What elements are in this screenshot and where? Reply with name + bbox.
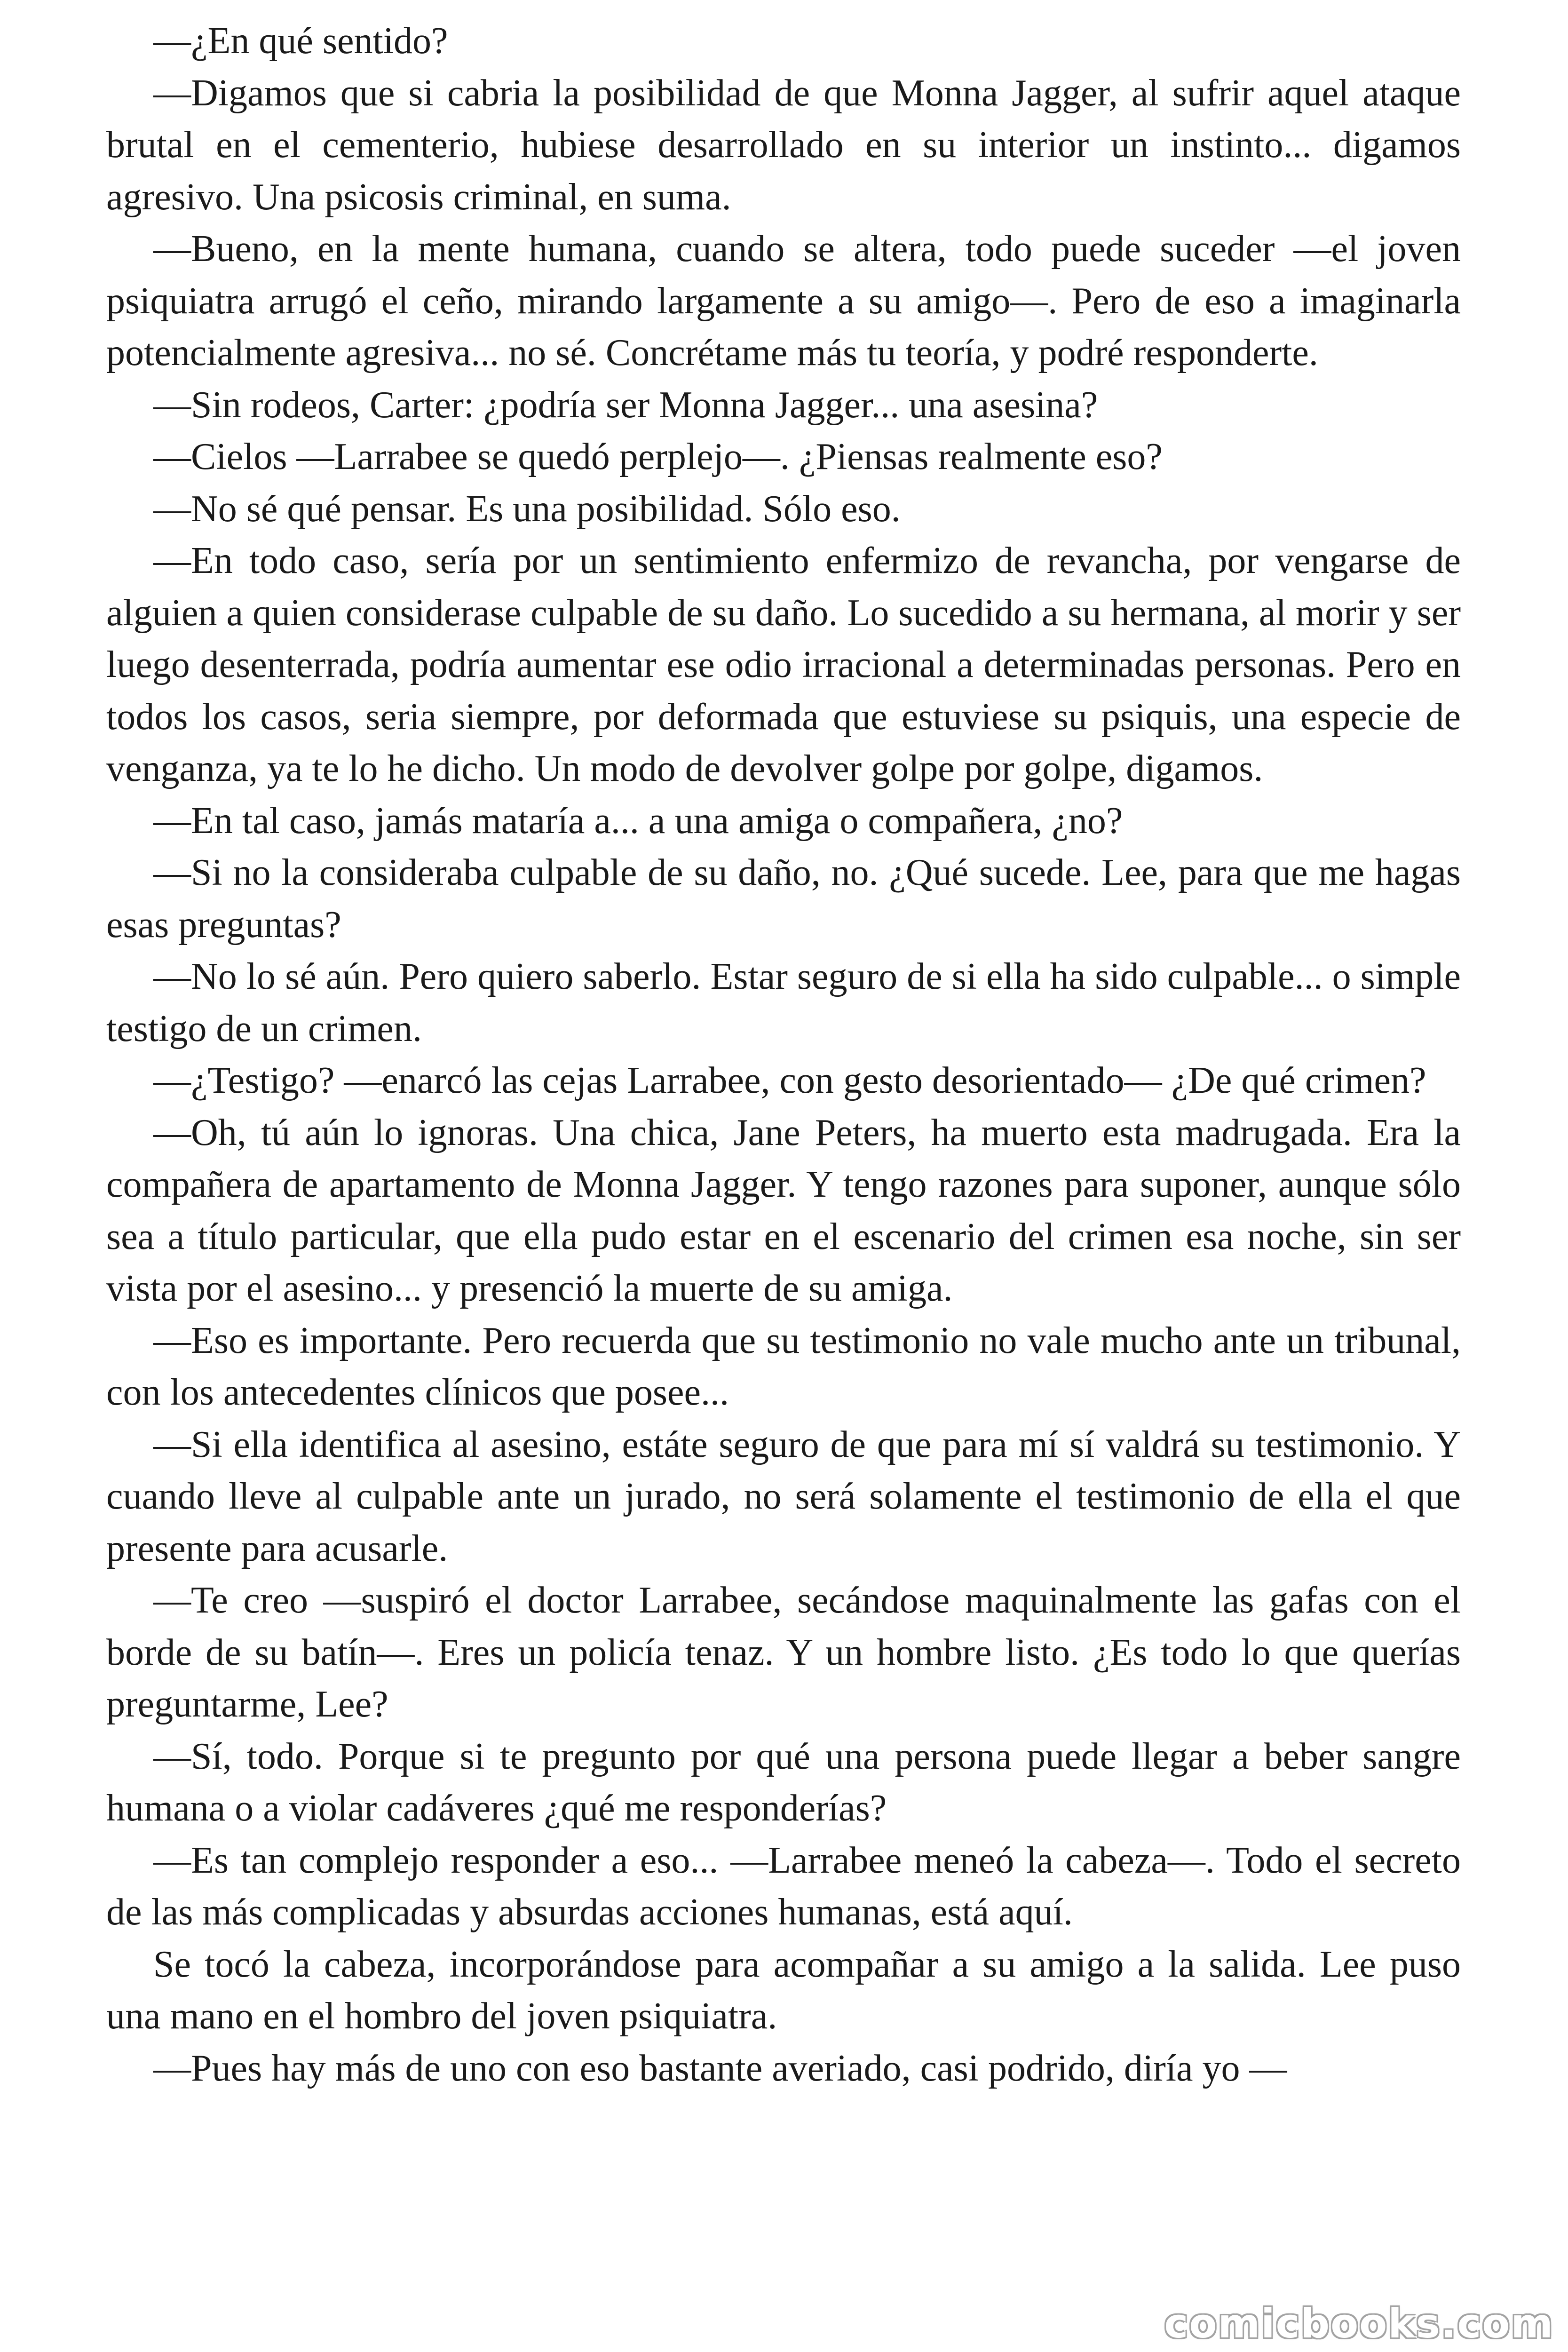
paragraph: —Digamos que si cabria la posibilidad de que Monna Jagger, al sufrir aquel ataque brutal en el cementerio, hubiese desarrollado en su interior un instinto... digamos agresivo. Una psicosis criminal, en suma. xyxy=(106,72,1461,218)
watermark: comicbooks.com xyxy=(1164,2300,1554,2347)
paragraph: —¿En qué sentido? xyxy=(153,20,448,62)
paragraph: —Sí, todo. Porque si te pregunto por qué una persona puede llegar a beber sangre humana o a violar cadáveres ¿qué me responderías? xyxy=(106,1735,1461,1829)
book-page-text xyxy=(106,15,1461,2094)
paragraph: —Pues hay más de uno con eso bastante averiado, casi podrido, diría yo — xyxy=(153,2047,1287,2089)
paragraph: —Te creo —suspiró el doctor Larrabee, secándose maquinalmente las gafas con el borde de su batín—. Eres un policía tenaz. Y un hombre listo. ¿Es todo lo que querías preguntarme, Lee? xyxy=(106,1580,1461,1725)
paragraph: —En todo caso, sería por un sentimiento enfermizo de revancha, por vengarse de alguien a quien considerase culpable de su daño. Lo sucedido a su hermana, al morir y ser luego desenterrada, podría aumentar ese odio irracional a determinadas personas. Pero en todos los casos, seria siempre, por deformada que estuviese su psiquis, una especie de venganza, ya te lo he dicho. Un modo de devolver golpe por golpe, digamos. xyxy=(106,540,1461,789)
paragraph: —Eso es importante. Pero recuerda que su testimonio no vale mucho ante un tribunal, con los antecedentes clínicos que posee... xyxy=(106,1319,1461,1413)
paragraph: —Bueno, en la mente humana, cuando se altera, todo puede suceder —el joven psiquiatra arrugó el ceño, mirando largamente a su amigo—. Pero de eso a imaginarla potencialmente agresiva... no sé. Concrétame más tu teoría, y podré responderte. xyxy=(106,228,1461,373)
paragraph: —En tal caso, jamás mataría a... a una amiga o compañera, ¿no? xyxy=(153,800,1123,842)
paragraph: —¿Testigo? —enarcó las cejas Larrabee, con gesto desorientado— ¿De qué crimen? xyxy=(153,1060,1426,1101)
paragraph: Se tocó la cabeza, incorporándose para acompañar a su amigo a la salida. Lee puso una mano en el hombro del joven psiquiatra. xyxy=(106,1943,1461,2037)
paragraph: —No lo sé aún. Pero quiero saberlo. Estar seguro de si ella ha sido culpable... o simple testigo de un crimen. xyxy=(106,956,1461,1049)
paragraph: —Si ella identifica al asesino, estáte seguro de que para mí sí valdrá su testimonio. Y cuando lleve al culpable ante un jurado, no será solamente el testimonio de ella el que presente para acusarle. xyxy=(106,1423,1461,1569)
paragraph: —No sé qué pensar. Es una posibilidad. Sólo eso. xyxy=(153,488,901,530)
paragraph: —Oh, tú aún lo ignoras. Una chica, Jane Peters, ha muerto esta madrugada. Era la compañera de apartamento de Monna Jagger. Y tengo razones para suponer, aunque sólo sea a título particular, que ella pudo estar en el escenario del crimen esa noche, sin ser vista por el asesino... y presenció la muerte de su amiga. xyxy=(106,1112,1461,1309)
paragraph: —Cielos —Larrabee se quedó perplejo—. ¿Piensas realmente eso? xyxy=(153,436,1163,477)
paragraph: —Si no la consideraba culpable de su daño, no. ¿Qué sucede. Lee, para que me hagas esas preguntas? xyxy=(106,852,1461,946)
paragraph: —Es tan complejo responder a eso... —Larrabee meneó la cabeza—. Todo el secreto de las más complicadas y absurdas acciones humanas, está aquí. xyxy=(106,1839,1461,1933)
paragraph: —Sin rodeos, Carter: ¿podría ser Monna Jagger... una asesina? xyxy=(153,384,1098,426)
